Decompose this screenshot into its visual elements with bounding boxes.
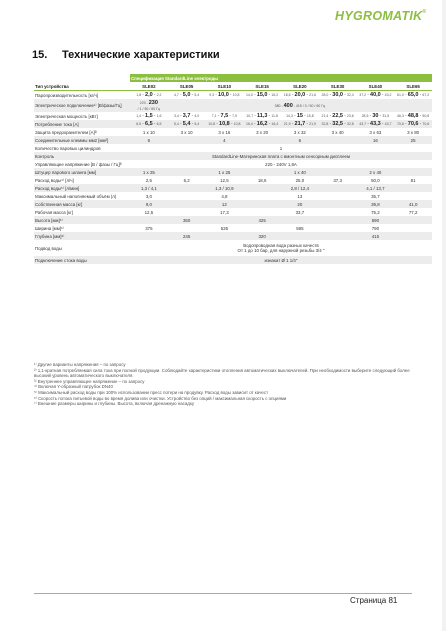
value-cell: 590	[357, 216, 395, 224]
table-row	[34, 120, 432, 128]
value-cell	[243, 192, 281, 200]
value-cell: 6	[281, 136, 319, 144]
value-cell: 375	[145, 225, 153, 231]
table-row	[34, 224, 432, 232]
value-cell: 1 x 25	[206, 168, 244, 176]
min-value: 3,4	[174, 114, 179, 118]
max-value: 11,8	[271, 114, 278, 118]
value-cell: 12,5	[220, 177, 229, 183]
value-cell	[243, 136, 281, 144]
row-label: Соединительные клеммы мм2 [мм²]	[34, 136, 130, 144]
value-cell	[394, 216, 432, 224]
value-cell: 3 x 63	[369, 129, 382, 135]
nominal-value: 5,4	[182, 121, 191, 127]
nominal-value: 5,0	[182, 92, 191, 98]
water-supply-quality: Водопроводная вода разных качеств	[243, 243, 319, 248]
row-label: Расход воды⁵⁾ [л/мин]	[34, 184, 130, 192]
model-sle40: SLE40	[357, 82, 395, 91]
value-cell: 1,3 / 4,1	[130, 184, 168, 192]
value-cell	[206, 216, 244, 224]
nominal-value: 10,0	[218, 92, 229, 98]
voltage-single-phase	[130, 99, 168, 112]
table-row	[34, 99, 432, 112]
voltage-range-low: 220 -	[139, 100, 149, 105]
value-cell	[206, 232, 244, 240]
table-row	[34, 176, 432, 184]
footnote-4: ⁴⁾ Включая Y-образный патрубок DN40	[34, 384, 113, 390]
value-cell: 3 x 10	[180, 129, 193, 135]
table-row	[34, 136, 432, 144]
min-value: 9,3	[209, 93, 215, 97]
voltage-phases: / 1 / 50 / 60 Гц	[137, 106, 161, 111]
value-cell	[319, 216, 357, 224]
span-cell	[130, 240, 432, 256]
max-value: 43,2	[384, 93, 392, 97]
value-cell	[319, 192, 357, 200]
nominal-value: 10,8	[219, 121, 230, 127]
value-cell: 28,5 - 30 - 31,5	[361, 113, 390, 119]
value-cell	[281, 232, 319, 240]
value-cell: 790	[371, 225, 380, 231]
value-cell	[319, 168, 357, 176]
value-cell: 70,6 - 70,6 - 70,6	[394, 120, 432, 128]
value-cell: 3 x 20	[256, 129, 269, 135]
value-cell: 7,1 - 7,5 - 7,9	[211, 113, 237, 119]
row-label: Подключение стока воды	[34, 256, 130, 264]
min-value: 28,0	[321, 93, 329, 97]
nominal-value: 32,5	[332, 121, 343, 127]
value-cell	[243, 168, 281, 176]
table-row	[34, 91, 432, 100]
min-value: 37,2	[359, 93, 367, 97]
nominal-value: 21,7	[294, 121, 306, 127]
value-cell	[394, 224, 432, 232]
min-value: 61,0	[397, 93, 404, 97]
value-cell	[319, 184, 357, 192]
value-cell: 10,8 - 10,8 - 10,8	[206, 120, 244, 128]
value-cell: 14,3 - 15 - 15,8	[286, 113, 314, 119]
value-cell: 4,1 / 13,7	[357, 184, 395, 192]
min-value: 10,8	[208, 122, 216, 126]
spec-header-row	[34, 74, 432, 82]
nominal-value: 7,5	[220, 113, 229, 119]
max-value: 16,2	[271, 93, 279, 97]
value-cell: 13	[297, 193, 303, 199]
value-cell: 39,8	[357, 200, 395, 208]
max-value: 21,9	[309, 122, 316, 126]
row-label: Рабочая масса [кг]	[35, 209, 73, 215]
trademark-mark: ®	[422, 9, 427, 15]
value-cell: 14,0 - 15,0 - 16,2	[246, 92, 279, 98]
row-label: Количество паровых цилиндров	[35, 145, 101, 151]
span-cell: 1	[279, 145, 283, 151]
value-cell: 3 x 16	[218, 129, 231, 135]
min-value: 21,9	[283, 122, 291, 126]
value-cell	[168, 208, 206, 216]
value-cell: 1,3 / 10,9	[206, 184, 244, 192]
nominal-value: 30	[372, 113, 379, 119]
value-cell: 320	[243, 232, 281, 240]
min-value: 5,4	[174, 122, 179, 126]
max-value: 10,8	[233, 122, 241, 126]
value-cell	[319, 200, 357, 208]
footnote-1: ¹⁾ Другие варианты напряжения – по запросу	[34, 362, 126, 367]
row-label: Электрическое подключение¹⁾ [В/фазы/Гц]	[34, 99, 130, 112]
min-value: 70,6	[397, 122, 404, 126]
value-cell: 6,5 - 6,5 - 6,5	[130, 120, 168, 128]
table-row	[34, 256, 432, 264]
row-label: Глубина [мм]⁶⁾	[34, 232, 130, 240]
brand-logo	[335, 9, 426, 23]
row-label: Высота [мм]⁶⁾	[34, 216, 130, 224]
table-row	[34, 216, 432, 224]
nominal-value: 15,0	[256, 92, 268, 98]
min-value: 21,4	[321, 114, 329, 118]
max-value: 70,6	[422, 122, 430, 126]
value-cell: 33,7	[295, 209, 305, 215]
footnote-5: ⁵⁾ Максимальный расход воды при 100% использовании пресс потери на продувку. Расход воды зависит от качест	[34, 389, 269, 395]
table-row	[34, 160, 432, 168]
table-row	[34, 152, 432, 160]
row-label: Расход воды⁴⁾ [л/ч]	[35, 177, 74, 183]
models-row	[34, 82, 432, 91]
footer-divider	[34, 593, 412, 594]
value-cell: 4,8	[221, 193, 228, 199]
value-cell: 6	[130, 136, 168, 144]
nominal-value: 3,7	[182, 113, 191, 119]
nominal-value: 2,0	[145, 92, 153, 98]
voltage-range-low: 380 -	[274, 103, 284, 108]
value-cell	[319, 136, 357, 144]
nominal-value: 70,6	[407, 121, 419, 127]
value-cell: 4,7 - 5,0 - 5,4	[174, 92, 200, 98]
value-cell: 5,4 - 5,4 - 5,4	[168, 120, 206, 128]
value-cell	[319, 208, 357, 216]
nominal-value: 1,5	[145, 113, 153, 119]
value-cell	[168, 192, 206, 200]
row-label: Защита предохранителем [A]²⁾	[35, 129, 98, 135]
value-cell	[243, 208, 281, 216]
value-cell: 1 x 40	[281, 168, 319, 176]
value-cell: 595	[296, 225, 304, 231]
value-cell: 3 x 40	[331, 129, 344, 135]
row-label: Контроль	[34, 152, 130, 160]
max-value: 23,6	[346, 114, 354, 118]
min-value: 4,7	[174, 93, 179, 97]
value-cell	[168, 184, 206, 192]
min-value: 1,4	[136, 114, 142, 118]
value-cell: 16	[357, 136, 395, 144]
footnotes	[34, 362, 424, 407]
page-edge	[442, 0, 446, 631]
value-cell: 3 x 32	[293, 129, 306, 135]
value-cell	[168, 136, 206, 144]
nominal-value: 16,2	[256, 121, 268, 127]
max-value: 1,6	[156, 114, 162, 118]
value-cell	[243, 200, 281, 208]
value-cell: 41,0	[394, 200, 432, 208]
row-label: Подвод воды	[35, 245, 62, 251]
footnote-3: ³⁾ Внутреннее управляющее напряжение – по запросу	[34, 378, 145, 384]
max-value: 32,4	[346, 93, 354, 97]
max-value: 10,8	[232, 93, 240, 97]
section-title: Технические характеристики	[62, 49, 220, 61]
voltage-nominal: 230	[148, 99, 158, 106]
value-cell: 245	[168, 232, 206, 240]
max-value: 7,9	[232, 114, 237, 118]
value-cell	[243, 184, 281, 192]
value-cell: 535	[220, 225, 229, 231]
spec-header: Спецификация StandardLine электроды	[130, 74, 432, 82]
max-value: 5,4	[194, 122, 200, 126]
nominal-value: 15	[296, 113, 303, 119]
value-cell	[394, 184, 432, 192]
table-row	[34, 128, 432, 136]
nominal-value: 40,0	[370, 92, 381, 98]
value-cell: 16,4 - 16,2 - 16,4	[243, 120, 281, 128]
min-value: 46,3	[397, 114, 404, 118]
value-cell: 415	[357, 232, 395, 240]
min-value: 7,1	[211, 114, 217, 118]
max-value: 67,2	[422, 93, 430, 97]
table-row	[34, 112, 432, 120]
value-cell: 4	[206, 136, 244, 144]
max-value: 21,6	[309, 93, 316, 97]
model-sle10: SLE10	[206, 82, 244, 91]
value-cell: 21,4 - 22,5 - 23,6	[321, 113, 354, 119]
value-cell	[168, 200, 206, 208]
max-value: 16,4	[271, 122, 279, 126]
value-cell: 1,4 - 1,5 - 1,6	[136, 113, 162, 119]
section-heading	[32, 49, 220, 61]
value-cell: 28,0 - 30,0 - 32,4	[321, 92, 354, 98]
value-cell: 425	[243, 216, 281, 224]
value-cell	[281, 216, 319, 224]
model-sle02: SLE02	[130, 82, 168, 91]
value-cell: 9,3 - 10,0 - 10,8	[209, 92, 240, 98]
value-cell: 1,8 - 2,0 - 2,2	[136, 92, 162, 98]
max-value: 2,2	[156, 93, 162, 97]
table-row	[34, 168, 432, 176]
table-row	[34, 232, 432, 240]
value-cell: 1 x 10	[142, 129, 155, 135]
value-cell	[394, 232, 432, 240]
value-cell: 37,3	[333, 177, 342, 183]
voltage-three-phase	[168, 99, 432, 112]
section-number: 15.	[32, 49, 48, 61]
nominal-value: 48,8	[407, 113, 419, 119]
value-cell: 46,3 - 48,8 - 50,8	[397, 113, 430, 119]
nominal-value: 20,0	[294, 92, 306, 98]
table-row	[34, 200, 432, 208]
value-cell: 350	[168, 216, 206, 224]
value-cell: 3,0	[145, 193, 152, 199]
min-value: 1,8	[136, 93, 142, 97]
nominal-value: 11,3	[257, 113, 268, 119]
value-cell: 25	[394, 136, 432, 144]
table-row	[34, 208, 432, 216]
value-cell: 18,6	[257, 177, 267, 183]
value-cell: 43,7 - 43,3 - 43,7	[357, 120, 395, 128]
min-value: 14,0	[246, 93, 253, 97]
value-cell: 2,8 / 12,4	[281, 184, 319, 192]
value-cell: 1 x 25	[130, 168, 168, 176]
min-value: 28,5	[361, 114, 369, 118]
value-cell	[319, 232, 357, 240]
min-value: 18,6	[283, 93, 291, 97]
table-row	[34, 192, 432, 200]
value-cell	[168, 224, 206, 232]
value-cell	[394, 192, 432, 200]
voltage-nominal: 400	[283, 102, 293, 109]
max-value: 50,8	[422, 114, 430, 118]
value-cell: 81	[410, 177, 416, 183]
min-value: 10,7	[246, 114, 254, 118]
min-value: 14,3	[286, 114, 293, 118]
value-cell	[319, 224, 357, 232]
value-cell	[394, 168, 432, 176]
value-cell	[168, 168, 206, 176]
value-cell: 50,0	[371, 177, 380, 183]
table-row	[34, 240, 432, 256]
value-cell: 25,0	[295, 177, 305, 183]
value-cell: 9,0	[130, 200, 168, 208]
span-cell: StandardLine-Материнская плата с вмонтным сенсорным дисплеем	[130, 152, 432, 160]
max-value: 6,5	[156, 122, 162, 126]
max-value: 31,5	[382, 114, 390, 118]
value-cell: 3 x 80	[407, 129, 420, 135]
value-cell: 6,2	[183, 177, 190, 183]
footnote-2: ²⁾ 1,1-кратная потребляемая сила тока при полной продукции. Соблюдайте характеристики отопления автоматических выключателей. При необходимости выберите следующий более высокий уровень автоматического выключателя.	[34, 367, 410, 379]
value-cell: 37,2 - 40,0 - 43,2	[359, 92, 392, 98]
footnote-6: ⁶⁾ Скорость потока питьевой воды во время долива или очистки. Устройство без опций / максимальная скорость с опциями	[34, 395, 287, 401]
value-cell: 18,6 - 20,0 - 21,6	[283, 92, 316, 98]
value-cell: 32,8 - 32,5 - 32,8	[319, 120, 357, 128]
value-cell: 17,3	[220, 209, 229, 215]
value-cell: 61,0 - 65,0 - 67,2	[397, 92, 430, 98]
row-label: Потребление тока [A]	[34, 120, 130, 128]
value-cell: 12,5	[144, 209, 154, 215]
value-cell	[243, 224, 281, 232]
model-sle30: SLE30	[319, 82, 357, 91]
spec-table-wrap	[34, 74, 432, 264]
max-value: 43,7	[384, 122, 392, 126]
max-value: 5,4	[194, 93, 200, 97]
model-sle65: SLE65	[394, 82, 432, 91]
span-cell: 220 - 240V 1,8A	[265, 161, 297, 167]
max-value: 15,8	[306, 114, 314, 118]
row-label: Паропроизводительность [кг/ч]	[35, 92, 99, 98]
value-cell: 20	[281, 200, 319, 208]
water-supply-pressure: От 1 до 10 бар, для наружной резьбы 3/4 "	[237, 248, 325, 253]
min-value: 6,5	[136, 122, 142, 126]
max-value: 32,8	[346, 122, 354, 126]
row-label: Максимальный наполняемый объём (л)	[35, 193, 117, 199]
value-cell: 10,7 - 11,3 - 11,8	[246, 113, 278, 119]
voltage-phases: - 415 / 3 / 50 / 60 Гц	[292, 103, 326, 108]
min-value: 16,4	[246, 122, 253, 126]
value-cell	[130, 216, 168, 224]
value-cell: 12	[206, 200, 244, 208]
spec-table	[34, 74, 432, 264]
model-sle15: SLE15	[243, 82, 281, 91]
model-sle20: SLE20	[281, 82, 319, 91]
value-cell: 21,9 - 21,7 - 21,9	[281, 120, 319, 128]
min-value: 43,7	[359, 122, 367, 126]
table-row	[34, 184, 432, 192]
row-label: Управляющее напряжение [В / фазы / Гц]³⁾	[35, 161, 123, 167]
value-cell: 75,2	[371, 209, 380, 215]
table-row	[34, 144, 432, 152]
row-label: Собственная масса [кг]	[34, 200, 130, 208]
page-number: Страница 81	[350, 596, 398, 605]
model-sle05: SLE05	[168, 82, 206, 91]
max-value: 4,0	[194, 114, 200, 118]
nominal-value: 65,0	[407, 92, 419, 98]
value-cell	[130, 232, 168, 240]
value-cell: 77,2	[408, 209, 418, 215]
footnote-7: ⁷⁾ Внешние размеры ширины и глубины. Высота, включая дренажную насадку	[34, 401, 195, 407]
row-label: Электрическая мощность [кВт]	[35, 113, 98, 119]
value-cell: 3,4 - 3,7 - 4,0	[174, 113, 200, 119]
row-label: Ширина [мм]⁶⁾	[35, 225, 64, 231]
brand-logo-text: HYGROMATIK	[335, 9, 423, 23]
nominal-value: 43,3	[370, 121, 381, 127]
span-cell: изнакат Ø 1 1/4"	[130, 256, 432, 264]
value-cell: 2 x 40	[357, 168, 395, 176]
nominal-value: 30,0	[332, 92, 343, 98]
value-cell: 2,5	[145, 177, 152, 183]
row-label: Штуцер парового шланга [мм]	[34, 168, 130, 176]
nominal-value: 22,5	[332, 113, 343, 119]
nominal-value: 6,5	[145, 121, 153, 127]
value-cell: 35,7	[371, 193, 380, 199]
min-value: 32,8	[321, 122, 329, 126]
models-label: Тип устройства	[34, 82, 130, 91]
